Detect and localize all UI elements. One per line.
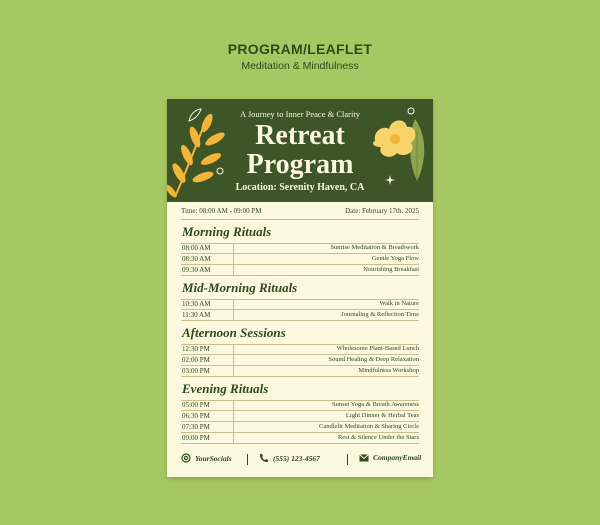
schedule-row	[181, 344, 419, 355]
schedule-activity: Walk in Nature	[379, 300, 419, 307]
schedule-time: 11:30 AM	[182, 311, 211, 319]
event-date: Date: February 17th, 2025	[345, 207, 419, 215]
divider	[347, 454, 348, 465]
schedule-activity: Gentle Yoga Flow	[371, 255, 419, 262]
schedule-row	[181, 299, 419, 310]
schedule-row	[181, 411, 419, 422]
page-title: PROGRAM/LEAFLET	[227, 41, 373, 57]
leaflet-card	[167, 99, 433, 477]
schedule-activity: Light Dinner & Herbal Teas	[345, 412, 419, 419]
event-meta	[181, 205, 419, 220]
phone-icon	[259, 453, 269, 463]
socials-label: YourSocials	[195, 453, 232, 463]
leaflet-header	[167, 99, 433, 202]
schedule-activity: Journaling & Reflection Time	[341, 311, 419, 318]
schedule-time: 07:30 PM	[182, 423, 210, 431]
email-contact[interactable]	[359, 453, 421, 462]
schedule-time: 03:00 PM	[182, 367, 210, 375]
schedule-activity: Nourishing Breakfast	[363, 266, 419, 273]
title-line-2: Program	[246, 149, 354, 180]
schedule-time: 06:30 PM	[182, 412, 210, 420]
schedule-time: 10:30 AM	[182, 300, 211, 308]
schedule-row	[181, 433, 419, 444]
page-subtitle: Meditation & Mindfulness	[241, 60, 359, 72]
schedule-row	[181, 310, 419, 321]
schedule-row	[181, 254, 419, 265]
schedule-time: 02:00 PM	[182, 356, 210, 364]
schedule-row	[181, 265, 419, 276]
schedule-activity: Rest & Silence Under the Stars	[337, 434, 419, 441]
schedule-activity: Sound Healing & Deep Relaxation	[328, 356, 419, 363]
schedule-row	[181, 400, 419, 411]
schedule-time: 09:00 PM	[182, 434, 210, 442]
schedule-activity: Sunset Yoga & Breath Awareness	[332, 401, 419, 408]
schedule-activity: Mindfulness Workshop	[358, 367, 419, 374]
schedule-activity: Candlelit Meditation & Sharing Circle	[318, 423, 419, 430]
section-title: Evening Rituals	[182, 381, 269, 396]
schedule-time: 08:00 AM	[182, 244, 211, 252]
schedule-time: 05:00 PM	[182, 401, 210, 409]
schedule-activity: Wholesome Plant-Based Lunch	[336, 345, 419, 352]
section-title: Morning Rituals	[182, 224, 272, 239]
at-icon	[181, 453, 191, 463]
location: Location: Serenity Haven, CA	[235, 182, 365, 193]
schedule-row	[181, 422, 419, 433]
schedule-row	[181, 355, 419, 366]
phone-contact[interactable]	[259, 453, 320, 463]
schedule-row	[181, 243, 419, 254]
tagline: A Journey to Inner Peace & Clarity	[240, 109, 360, 119]
mail-icon	[359, 454, 369, 462]
email-label: CompanyEmail	[373, 453, 422, 462]
schedule-activity: Sunrise Meditation & Breathwork	[330, 244, 419, 251]
event-time: Time: 08:00 AM - 09:00 PM	[181, 207, 262, 215]
title-line-1: Retreat	[255, 120, 345, 151]
contact-footer	[181, 453, 422, 467]
socials-contact[interactable]	[181, 453, 232, 463]
phone-label: (555) 123-4567	[273, 453, 320, 463]
schedule-row	[181, 366, 419, 377]
schedule-time: 09:30 AM	[182, 266, 211, 274]
section-title: Afternoon Sessions	[182, 325, 286, 340]
section-title: Mid-Morning Rituals	[182, 280, 298, 295]
schedule-time: 08:30 AM	[182, 255, 211, 263]
schedule-time: 12:30 PM	[182, 345, 210, 353]
divider	[247, 454, 248, 465]
